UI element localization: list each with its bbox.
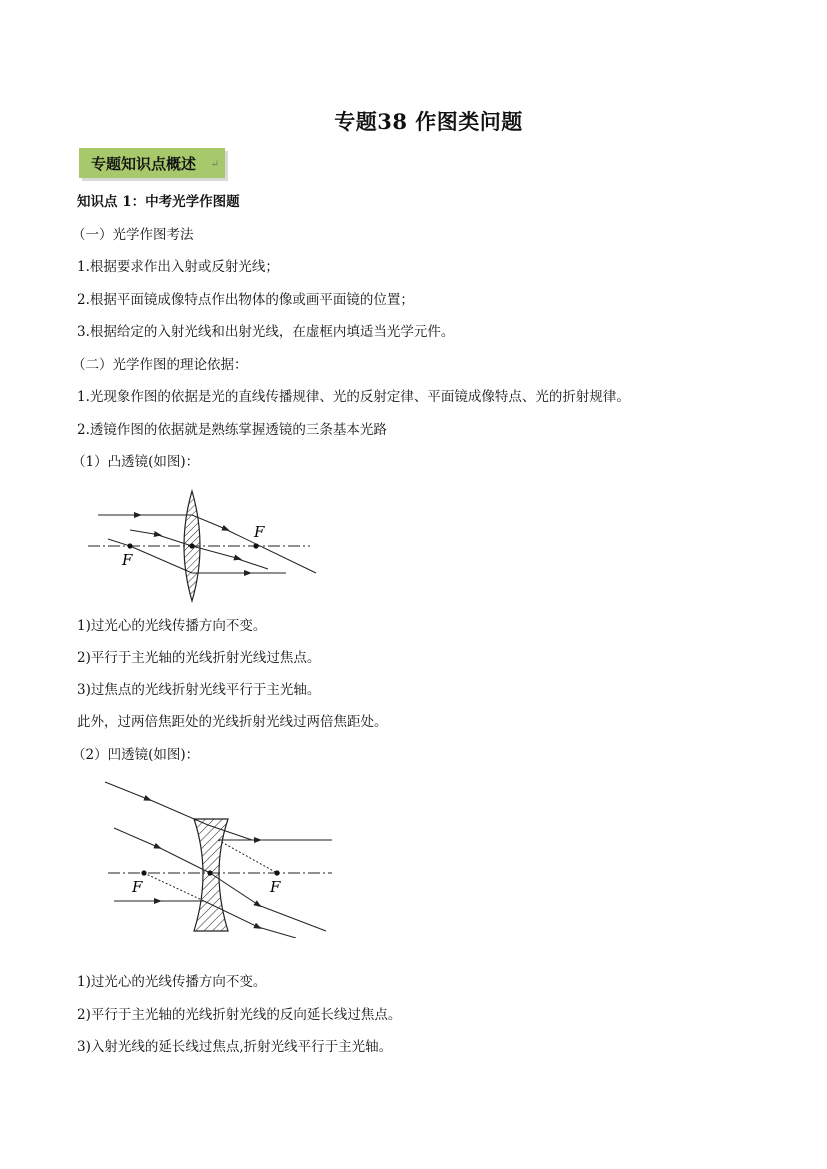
convex-rule: 1)过光心的光线传播方向不变。 [77, 618, 267, 634]
focus-label-left: F [132, 878, 143, 896]
part1-item: 1.根据要求作出入射或反射光线； [77, 259, 279, 275]
focus-label-right: F [254, 523, 265, 541]
paragraph-mark-icon: ↵ [210, 159, 219, 170]
convex-extra: 此外，过两倍焦距处的光线折射光线过两倍焦距处。 [77, 714, 388, 730]
concave-lens-diagram [100, 780, 340, 938]
convex-heading: （1）凸透镜(如图)： [72, 454, 200, 470]
concave-rule: 1)过光心的光线传播方向不变。 [77, 974, 267, 990]
convex-lens-diagram [80, 485, 325, 603]
part1-item: 2.根据平面镜成像特点作出物体的像或画平面镜的位置； [77, 292, 414, 308]
part1-item: 3.根据给定的入射光线和出射光线，在虚框内填适当光学元件。 [77, 324, 455, 340]
focus-label-right: F [270, 878, 281, 896]
convex-rule: 3)过焦点的光线折射光线平行于主光轴。 [77, 682, 321, 698]
part2-item: 1.光现象作图的依据是光的直线传播规律、光的反射定律、平面镜成像特点、光的折射规律。 [77, 389, 630, 405]
concave-heading: （2）凹透镜(如图)： [72, 747, 200, 763]
concave-rule: 2)平行于主光轴的光线折射光线的反向延长线过焦点。 [77, 1007, 402, 1023]
part2-heading: （二）光学作图的理论依据： [72, 357, 248, 373]
section-badge-label: 专题知识点概述 [91, 155, 197, 173]
section-badge [79, 148, 225, 178]
page-title: 专题38 作图类问题 [334, 109, 523, 134]
part1-heading: （一）光学作图考法 [72, 227, 194, 243]
concave-rule: 3)入射光线的延长线过焦点,折射光线平行于主光轴。 [77, 1039, 393, 1055]
focus-label-left: F [122, 551, 133, 569]
convex-rule: 2)平行于主光轴的光线折射光线过焦点。 [77, 650, 321, 666]
knowledge-point-heading: 知识点 1：中考光学作图题 [77, 194, 240, 210]
part2-item: 2.透镜作图的依据就是熟练掌握透镜的三条基本光路 [77, 422, 387, 438]
